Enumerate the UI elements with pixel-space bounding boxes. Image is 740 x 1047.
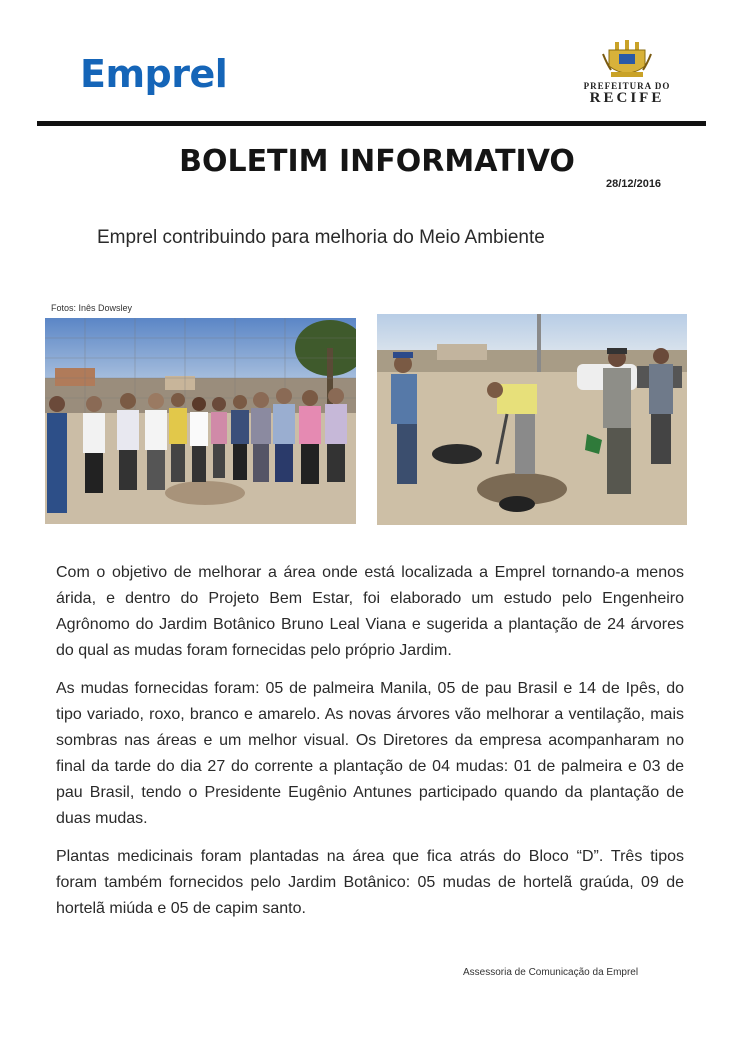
coat-of-arms-icon (601, 40, 653, 80)
bulletin-date: 28/12/2016 (606, 178, 662, 190)
photo-group-planting (45, 318, 356, 524)
prefeitura-recife-logo (572, 40, 682, 106)
header-rule (37, 121, 706, 126)
prefecture-label: PREFEITURA DO (583, 81, 671, 91)
paragraph: As mudas fornecidas foram: 05 de palmeira Manila, 05 de pau Brasil e 14 de Ipês, do tipo variado, roxo, branco e amarelo. As novas árvores vão melhorar a ventilação, mais sombras nas áreas e um melhor visual. Os Diretores da empresa acompanharam no final da tarde do dia 27 do corrente a plantação de 04 mudas: 01 de palmeira e 03 de pau Brasil, tendo o Presidente Eugênio Antunes participado quando da plantação de duas mudas. (56, 680, 684, 827)
photo-credit: Fotos: Inês Dowsley (51, 303, 133, 313)
city-label: RECIFE (589, 90, 665, 106)
article-body (56, 560, 684, 934)
emprel-logo: Emprel (80, 52, 228, 96)
photo-planting-seedling (377, 314, 687, 525)
bulletin-subtitle: Emprel contribuindo para melhoria do Meio Ambiente (97, 227, 545, 248)
paragraph: Com o objetivo de melhorar a área onde está localizada a Emprel tornando-a menos árida, e dentro do Projeto Bem Estar, foi elaborado um estudo pelo Engenheiro Agrônomo do Jardim Botânico Bruno Leal Viana e sugerida a plantação de 24 árvores do qual as mudas foram fornecidas pelo próprio Jardim. (56, 564, 684, 659)
page-title: BOLETIM INFORMATIVO (179, 144, 575, 179)
paragraph: Plantas medicinais foram plantadas na área que fica atrás do Bloco “D”. Três tipos foram também fornecidos pelo Jardim Botânico: 05 mudas de hortelã graúda, 09 de hortelã miúda e 05 de capim santo. (56, 848, 684, 917)
footer-signature: Assessoria de Comunicação da Emprel (463, 967, 639, 978)
